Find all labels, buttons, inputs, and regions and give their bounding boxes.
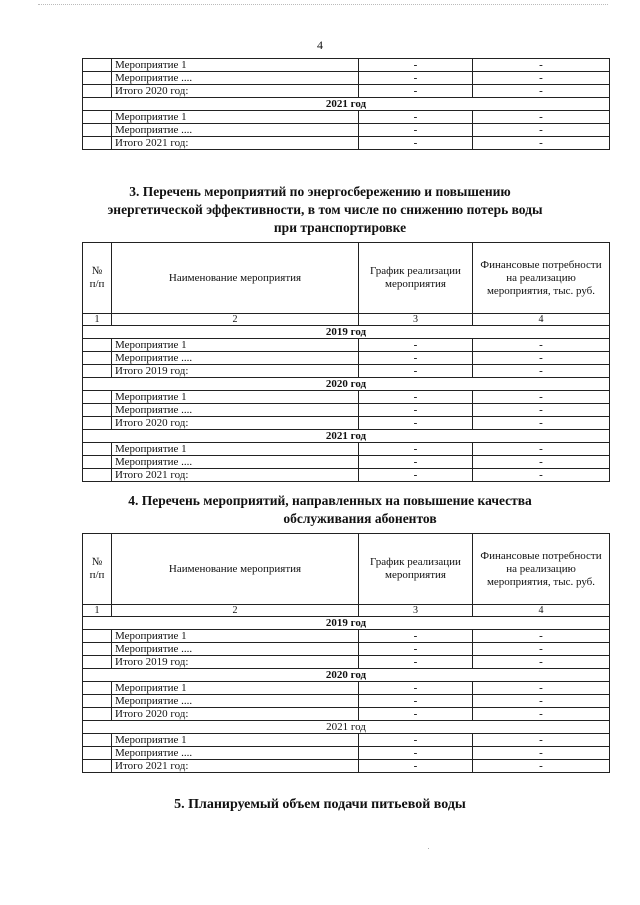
finance-cell: - (473, 656, 610, 669)
header-name: Наименование мероприятия (112, 534, 359, 605)
schedule-cell: - (359, 391, 473, 404)
header-finance: Финансовые потребности на реализацию мероприятия, тыс. руб. (473, 534, 610, 605)
row-number-cell (83, 747, 112, 760)
year-label: 2019 год (83, 617, 610, 630)
event-name: Мероприятие .... (112, 352, 359, 365)
total-row (83, 708, 610, 721)
title-line: при транспортировке (273, 220, 407, 235)
finance-cell: - (473, 85, 610, 98)
header-row (83, 534, 610, 605)
finance-cell: - (473, 456, 610, 469)
event-name: Мероприятие 1 (112, 682, 359, 695)
row-number-cell (83, 417, 112, 430)
column-number: 3 (359, 605, 473, 617)
events-table-continued (82, 58, 610, 150)
finance-cell: - (473, 734, 610, 747)
year-label: 2021 год (83, 430, 610, 443)
finance-cell: - (473, 404, 610, 417)
column-number: 1 (83, 314, 112, 326)
finance-cell: - (473, 352, 610, 365)
schedule-cell: - (359, 734, 473, 747)
column-number: 2 (112, 314, 359, 326)
schedule-cell: - (359, 365, 473, 378)
finance-cell: - (473, 137, 610, 150)
row-number-cell (83, 352, 112, 365)
total-label: Итого 2020 год: (112, 85, 359, 98)
column-number-row (83, 605, 610, 617)
energy-saving-events-table (82, 242, 610, 482)
schedule-cell: - (359, 682, 473, 695)
total-row (83, 656, 610, 669)
schedule-cell: - (359, 760, 473, 773)
year-row (83, 326, 610, 339)
year-row (83, 378, 610, 391)
table-row (83, 734, 610, 747)
row-number-cell (83, 137, 112, 150)
row-number-cell (83, 124, 112, 137)
table-row (83, 682, 610, 695)
finance-cell: - (473, 747, 610, 760)
total-label: Итого 2019 год: (112, 365, 359, 378)
title-line: 3. Перечень мероприятий по энергосбережению и повышению (129, 184, 511, 199)
row-number-cell (83, 443, 112, 456)
year-label: 2020 год (83, 669, 610, 682)
schedule-cell: - (359, 456, 473, 469)
year-label: 2020 год (83, 378, 610, 391)
schedule-cell: - (359, 137, 473, 150)
section-4-title (0, 492, 640, 528)
row-number-cell (83, 630, 112, 643)
row-number-cell (83, 643, 112, 656)
table-body (83, 617, 610, 773)
event-name: Мероприятие .... (112, 695, 359, 708)
header-schedule: График реализации мероприятия (359, 243, 473, 314)
row-number-cell (83, 85, 112, 98)
row-number-cell (83, 708, 112, 721)
table-row (83, 630, 610, 643)
total-row (83, 85, 610, 98)
total-label: Итого 2020 год: (112, 708, 359, 721)
event-name: Мероприятие .... (112, 747, 359, 760)
event-name: Мероприятие .... (112, 456, 359, 469)
column-number: 2 (112, 605, 359, 617)
year-label: 2019 год (83, 326, 610, 339)
total-row (83, 137, 610, 150)
event-name: Мероприятие 1 (112, 339, 359, 352)
table-row (83, 72, 610, 85)
scan-speck (428, 848, 429, 849)
total-row (83, 469, 610, 482)
event-name: Мероприятие 1 (112, 443, 359, 456)
table-row (83, 456, 610, 469)
row-number-cell (83, 682, 112, 695)
total-label: Итого 2021 год: (112, 760, 359, 773)
schedule-cell: - (359, 469, 473, 482)
row-number-cell (83, 339, 112, 352)
row-number-cell (83, 656, 112, 669)
header-finance: Финансовые потребности на реализацию мероприятия, тыс. руб. (473, 243, 610, 314)
title-line: обслуживания абонентов (283, 511, 437, 526)
total-label: Итого 2021 год: (112, 137, 359, 150)
finance-cell: - (473, 643, 610, 656)
title-line: 4. Перечень мероприятий, направленных на повышение качества (128, 493, 532, 508)
finance-cell: - (473, 682, 610, 695)
header-name: Наименование мероприятия (112, 243, 359, 314)
customer-service-events-table (82, 533, 610, 773)
row-number-cell (83, 469, 112, 482)
table-row (83, 747, 610, 760)
year-label: 2021 год (83, 721, 610, 734)
year-row (83, 98, 610, 111)
row-number-cell (83, 456, 112, 469)
year-row (83, 617, 610, 630)
schedule-cell: - (359, 695, 473, 708)
schedule-cell: - (359, 72, 473, 85)
table-row (83, 111, 610, 124)
table-row (83, 59, 610, 72)
column-number-row (83, 314, 610, 326)
row-number-cell (83, 404, 112, 417)
table-row (83, 352, 610, 365)
schedule-cell: - (359, 59, 473, 72)
schedule-cell: - (359, 656, 473, 669)
schedule-cell: - (359, 417, 473, 430)
event-name: Мероприятие .... (112, 124, 359, 137)
event-name: Мероприятие 1 (112, 111, 359, 124)
row-number-cell (83, 72, 112, 85)
table-row (83, 339, 610, 352)
event-name: Мероприятие 1 (112, 59, 359, 72)
row-number-cell (83, 760, 112, 773)
header-num: № п/п (83, 243, 112, 314)
title-line: энергетической эффективности, в том числе по снижению потерь воды (107, 202, 543, 217)
finance-cell: - (473, 72, 610, 85)
table-row (83, 391, 610, 404)
column-number: 4 (473, 314, 610, 326)
finance-cell: - (473, 111, 610, 124)
finance-cell: - (473, 417, 610, 430)
page-number: 4 (317, 38, 323, 52)
finance-cell: - (473, 391, 610, 404)
finance-cell: - (473, 708, 610, 721)
year-row (83, 430, 610, 443)
header-num: № п/п (83, 534, 112, 605)
schedule-cell: - (359, 643, 473, 656)
total-row (83, 365, 610, 378)
row-number-cell (83, 391, 112, 404)
section-3-title (0, 183, 640, 237)
finance-cell: - (473, 59, 610, 72)
column-number: 3 (359, 314, 473, 326)
year-label: 2021 год (83, 98, 610, 111)
year-row (83, 721, 610, 734)
schedule-cell: - (359, 111, 473, 124)
finance-cell: - (473, 469, 610, 482)
table-row (83, 404, 610, 417)
column-number: 1 (83, 605, 112, 617)
schedule-cell: - (359, 339, 473, 352)
schedule-cell: - (359, 747, 473, 760)
year-row (83, 669, 610, 682)
finance-cell: - (473, 124, 610, 137)
event-name: Мероприятие .... (112, 404, 359, 417)
row-number-cell (83, 365, 112, 378)
schedule-cell: - (359, 443, 473, 456)
scan-edge-line (38, 4, 608, 5)
row-number-cell (83, 111, 112, 124)
table-body (83, 59, 610, 150)
header-schedule: График реализации мероприятия (359, 534, 473, 605)
finance-cell: - (473, 695, 610, 708)
finance-cell: - (473, 365, 610, 378)
finance-cell: - (473, 760, 610, 773)
table-body (83, 326, 610, 482)
column-number: 4 (473, 605, 610, 617)
row-number-cell (83, 59, 112, 72)
table-row (83, 443, 610, 456)
schedule-cell: - (359, 352, 473, 365)
table-row (83, 643, 610, 656)
header-row (83, 243, 610, 314)
table-row (83, 124, 610, 137)
total-row (83, 417, 610, 430)
section-5-title: 5. Планируемый объем подачи питьевой воды (174, 797, 466, 812)
finance-cell: - (473, 339, 610, 352)
event-name: Мероприятие 1 (112, 391, 359, 404)
row-number-cell (83, 695, 112, 708)
schedule-cell: - (359, 124, 473, 137)
total-label: Итого 2020 год: (112, 417, 359, 430)
total-row (83, 760, 610, 773)
schedule-cell: - (359, 708, 473, 721)
finance-cell: - (473, 443, 610, 456)
event-name: Мероприятие .... (112, 72, 359, 85)
table-row (83, 695, 610, 708)
total-label: Итого 2019 год: (112, 656, 359, 669)
total-label: Итого 2021 год: (112, 469, 359, 482)
schedule-cell: - (359, 630, 473, 643)
row-number-cell (83, 734, 112, 747)
finance-cell: - (473, 630, 610, 643)
event-name: Мероприятие 1 (112, 630, 359, 643)
schedule-cell: - (359, 85, 473, 98)
event-name: Мероприятие .... (112, 643, 359, 656)
schedule-cell: - (359, 404, 473, 417)
event-name: Мероприятие 1 (112, 734, 359, 747)
